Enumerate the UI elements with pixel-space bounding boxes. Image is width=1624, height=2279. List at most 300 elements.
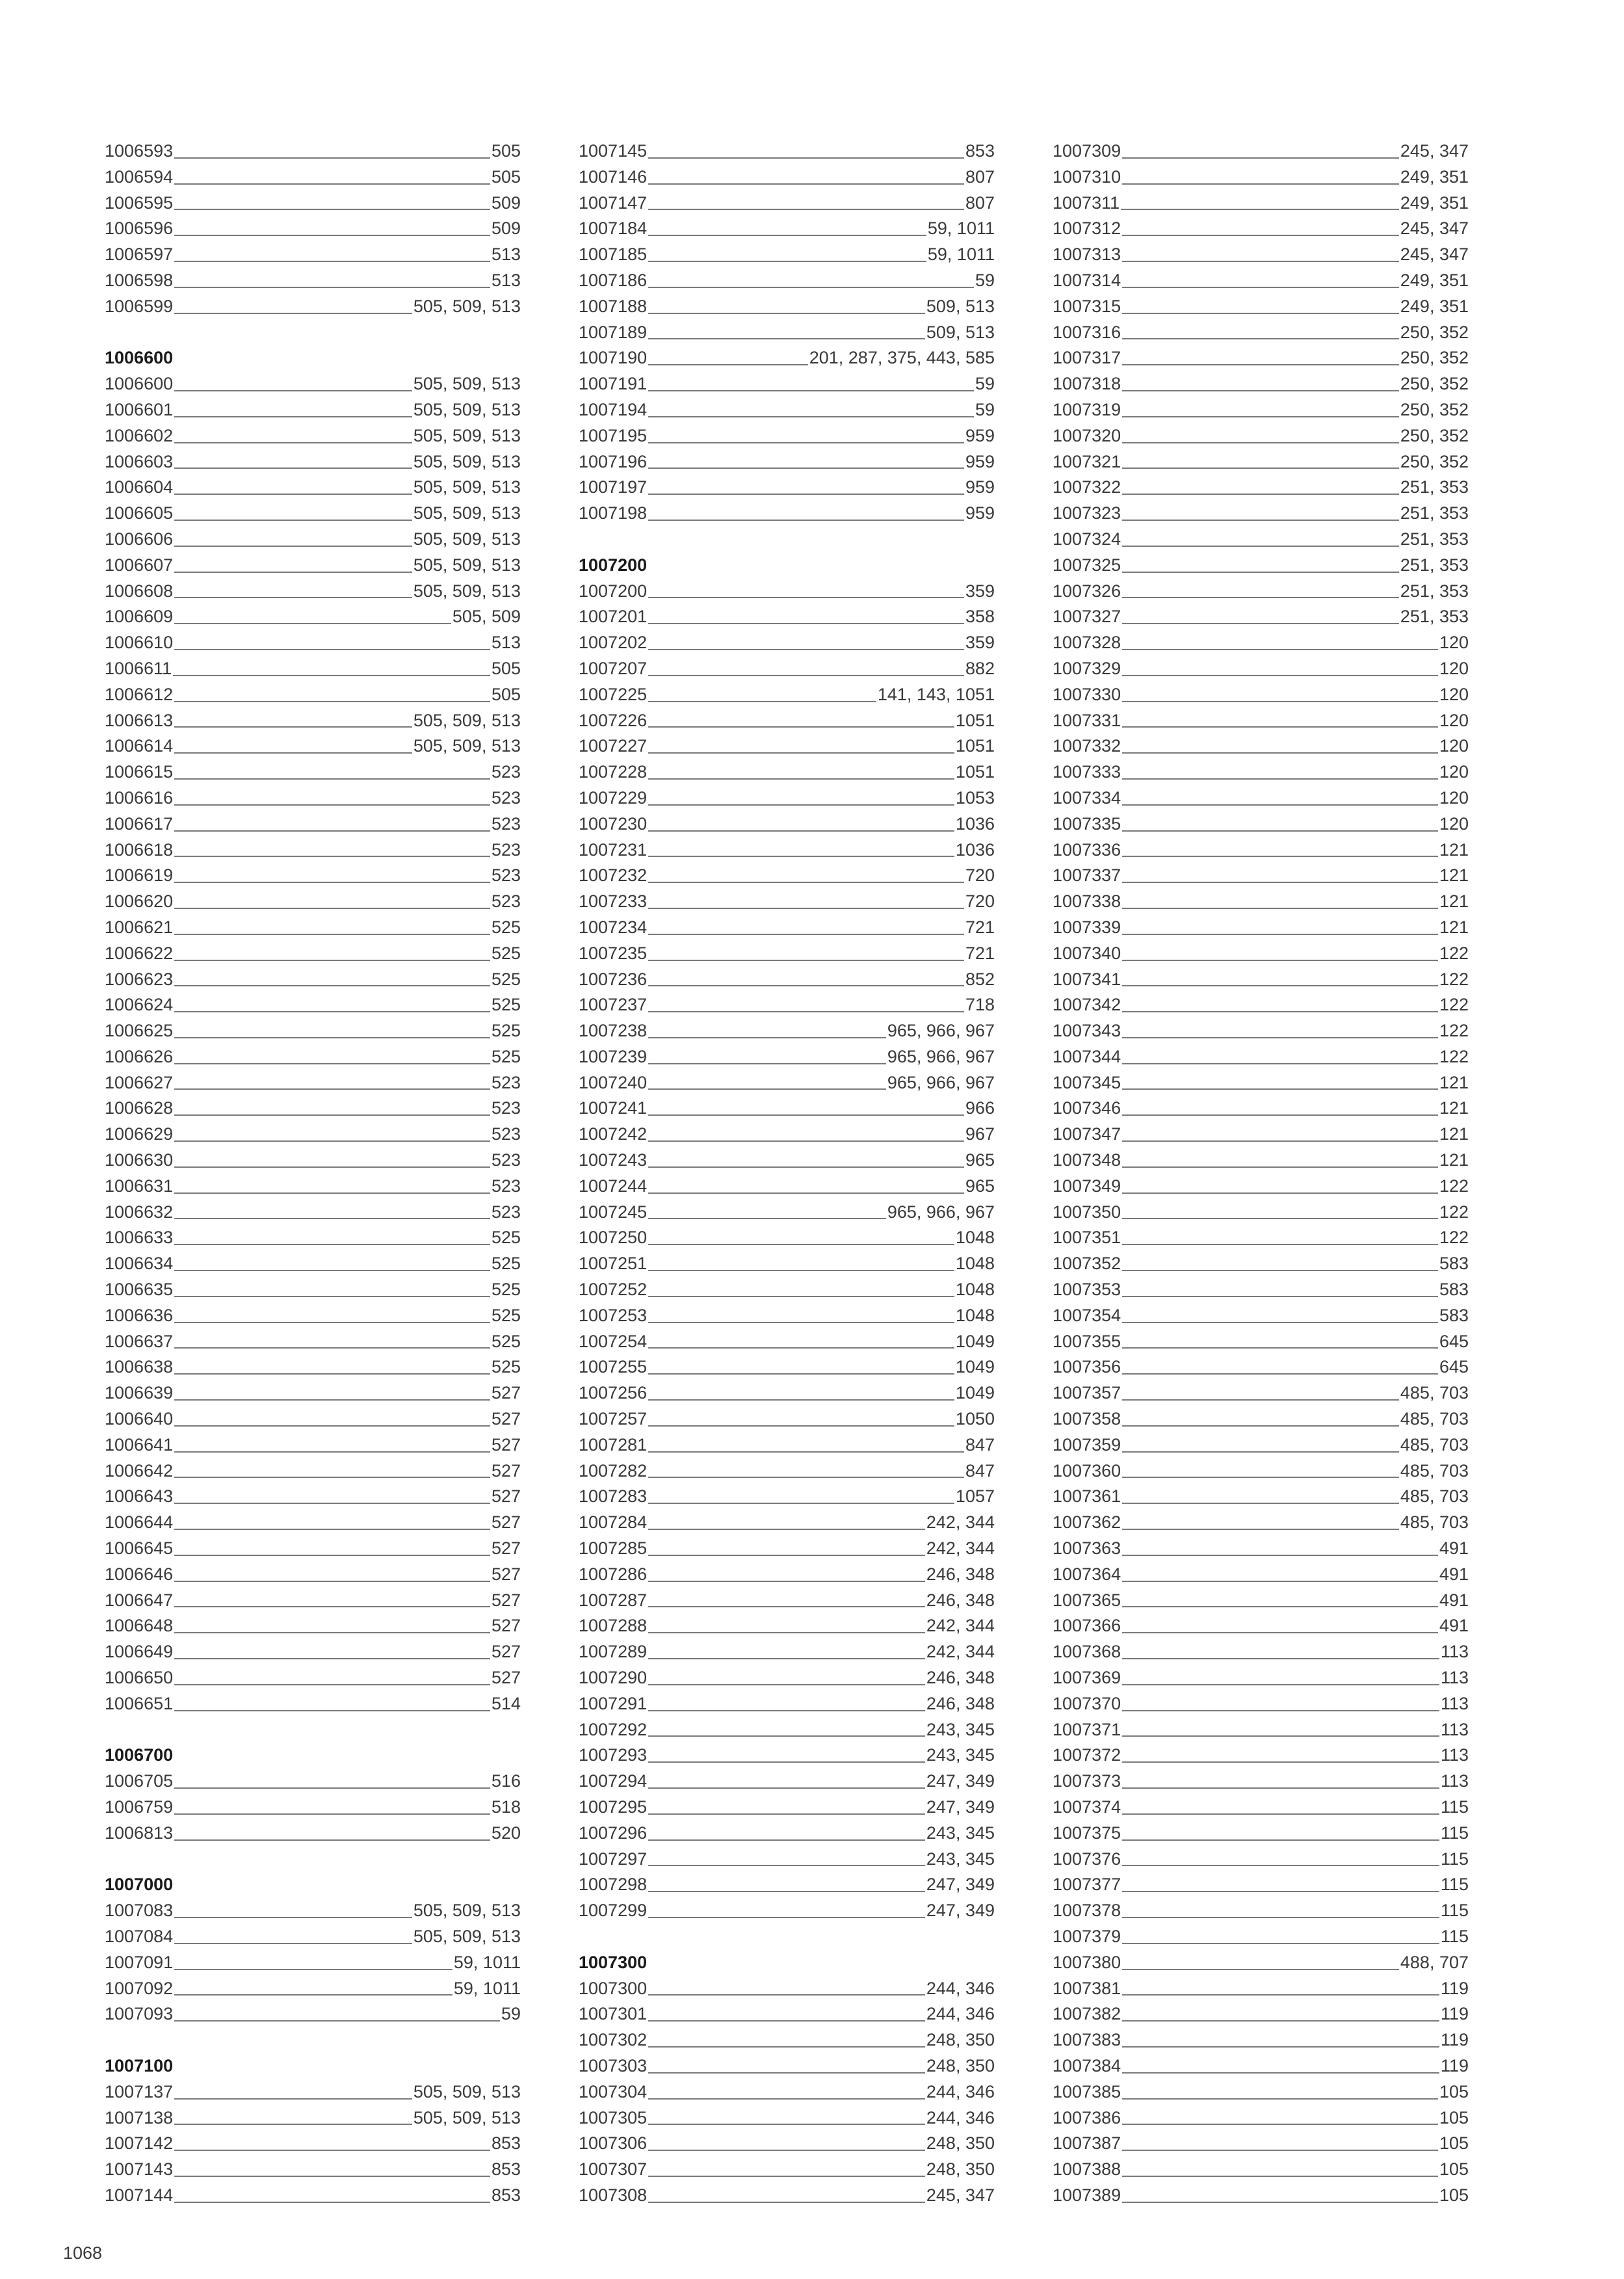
leader-line <box>648 1555 925 1556</box>
leader-line <box>174 1011 490 1012</box>
index-entry <box>1053 1174 1469 1200</box>
index-entry <box>105 1070 521 1096</box>
page-references: 853 <box>491 2133 521 2154</box>
page-references: 509, 513 <box>926 322 995 342</box>
page-references: 525 <box>491 1021 521 1041</box>
index-entry <box>105 1588 521 1614</box>
page-references: 251, 353 <box>1400 477 1469 497</box>
page-references: 1048 <box>955 1228 995 1248</box>
leader-line <box>174 1373 490 1375</box>
leader-line <box>1122 804 1438 806</box>
page-references: 59, 1011 <box>453 1978 521 1998</box>
leader-line <box>1122 1787 1439 1789</box>
article-number: 1007313 <box>1053 244 1121 265</box>
leader-line <box>648 1140 964 1142</box>
article-number: 1007373 <box>1053 1771 1121 1791</box>
page-references: 244, 346 <box>926 2107 995 2128</box>
article-number: 1007241 <box>579 1098 648 1118</box>
article-number: 1007324 <box>1053 529 1121 549</box>
article-number: 1007358 <box>1053 1409 1121 1429</box>
leader-line <box>1122 313 1399 314</box>
leader-line <box>648 1684 925 1685</box>
leader-line <box>648 1166 964 1168</box>
page-references: 523 <box>491 1202 521 1222</box>
leader-line <box>648 1425 954 1427</box>
leader-line <box>1122 882 1438 883</box>
leader-line <box>1122 1347 1438 1349</box>
index-entry <box>1053 1484 1469 1510</box>
article-number: 1007293 <box>579 1745 648 1765</box>
index-entry <box>1053 759 1469 785</box>
page-references: 246, 348 <box>926 1590 995 1610</box>
leader-line <box>1122 520 1399 521</box>
leader-line <box>648 2020 925 2022</box>
article-number: 1006759 <box>105 1797 174 1817</box>
leader-line <box>1122 1994 1439 1996</box>
leader-line <box>174 572 412 573</box>
page-references: 243, 345 <box>926 1719 995 1739</box>
article-number: 1006594 <box>105 166 174 187</box>
page-references: 505, 509, 513 <box>413 451 521 471</box>
page-references: 525 <box>491 1280 521 1300</box>
index-entry <box>105 1898 521 1924</box>
article-number: 1007320 <box>1053 425 1121 445</box>
leader-line <box>648 2176 925 2177</box>
index-entry <box>579 1380 995 1406</box>
leader-line <box>648 1244 954 1245</box>
article-number: 1007185 <box>579 244 648 265</box>
index-entry <box>579 1872 995 1898</box>
article-number: 1007322 <box>1053 477 1121 497</box>
leader-line <box>648 1399 954 1401</box>
index-entry <box>1053 1018 1469 1044</box>
index-entry <box>1053 1872 1469 1898</box>
article-number: 1006612 <box>105 684 174 704</box>
page-references: 523 <box>491 1098 521 1118</box>
leader-line <box>174 494 412 495</box>
index-entry <box>105 294 521 320</box>
article-number: 1007237 <box>579 995 648 1015</box>
index-entry <box>1053 1639 1469 1665</box>
article-number: 1006600 <box>105 374 174 394</box>
article-number: 1007285 <box>579 1538 648 1559</box>
section-heading: 1007200 <box>579 555 648 575</box>
index-entry <box>1053 1380 1469 1406</box>
leader-line <box>648 1451 964 1453</box>
article-number: 1007195 <box>579 425 648 445</box>
index-entry <box>579 2053 995 2079</box>
leader-line <box>174 2150 490 2151</box>
leader-line <box>174 1347 490 1349</box>
leader-line <box>1122 1451 1399 1453</box>
page-references: 721 <box>965 943 995 963</box>
page-references: 1048 <box>955 1254 995 1274</box>
article-number: 1007194 <box>579 399 648 419</box>
page-references: 242, 344 <box>926 1538 995 1559</box>
index-entry <box>1053 2157 1469 2183</box>
index-entry <box>105 1821 521 1847</box>
article-number: 1007385 <box>1053 2081 1121 2101</box>
index-entry <box>105 604 521 630</box>
leader-line <box>1122 1425 1399 1427</box>
page-references: 959 <box>965 477 995 497</box>
index-entry <box>579 1562 995 1588</box>
leader-line <box>1122 2046 1439 2048</box>
page-references: 852 <box>965 969 995 989</box>
index-entry <box>105 1200 521 1226</box>
index-entry <box>1053 1432 1469 1458</box>
page-references: 718 <box>965 995 995 1015</box>
page-references: 120 <box>1439 633 1469 653</box>
index-entry <box>579 2001 995 2027</box>
page-references: 505, 509, 513 <box>413 710 521 730</box>
article-number: 1007198 <box>579 503 648 523</box>
article-number: 1007378 <box>1053 1901 1121 1921</box>
index-entry <box>105 165 521 191</box>
leader-line <box>1122 1399 1399 1401</box>
article-number: 1007137 <box>105 2081 174 2101</box>
article-number: 1007232 <box>579 865 648 886</box>
index-entry <box>105 992 521 1018</box>
page-references: 485, 703 <box>1400 1434 1469 1455</box>
page-references: 201, 287, 375, 443, 585 <box>809 348 995 368</box>
leader-line <box>648 804 954 806</box>
page-references: 246, 348 <box>926 1693 995 1713</box>
index-entry <box>1053 345 1469 371</box>
page-references: 527 <box>491 1460 521 1481</box>
page-references: 509 <box>491 192 521 213</box>
article-number: 1007329 <box>1053 658 1121 678</box>
index-entry <box>105 967 521 993</box>
leader-line <box>1122 287 1399 288</box>
leader-line <box>648 1322 954 1323</box>
page-references: 491 <box>1439 1538 1469 1559</box>
leader-line <box>1122 1735 1439 1737</box>
index-entry <box>1053 889 1469 915</box>
page-references: 505, 509, 513 <box>413 2107 521 2128</box>
article-number: 1007328 <box>1053 633 1121 653</box>
article-number: 1006623 <box>105 969 174 989</box>
page-references: 853 <box>491 2185 521 2205</box>
index-entry <box>105 1795 521 1821</box>
page-references: 1051 <box>955 736 995 756</box>
page-references: 120 <box>1439 710 1469 730</box>
article-number: 1006634 <box>105 1254 174 1274</box>
page-references: 141, 143, 1051 <box>877 684 995 704</box>
page-references: 523 <box>491 787 521 808</box>
index-entry <box>105 1484 521 1510</box>
page-references: 505, 509, 513 <box>413 374 521 394</box>
leader-line <box>1122 1710 1439 1711</box>
page-references: 1051 <box>955 710 995 730</box>
page-references: 120 <box>1439 658 1469 678</box>
index-entry <box>579 630 995 656</box>
leader-line <box>1122 157 1399 159</box>
index-entry <box>105 2131 521 2157</box>
page-references: 246, 348 <box>926 1564 995 1584</box>
leader-line <box>648 209 964 210</box>
article-number: 1007257 <box>579 1409 648 1429</box>
article-number: 1007228 <box>579 762 648 782</box>
index-entry <box>105 837 521 863</box>
index-entry <box>1053 423 1469 449</box>
article-number: 1007295 <box>579 1797 648 1817</box>
page-references: 120 <box>1439 762 1469 782</box>
index-entry <box>579 682 995 708</box>
index-entry <box>1053 630 1469 656</box>
article-number: 1007290 <box>579 1668 648 1688</box>
leader-line <box>1122 1969 1399 1970</box>
index-entry <box>105 915 521 941</box>
leader-line <box>648 1994 925 1996</box>
index-entry <box>105 733 521 759</box>
leader-line <box>174 442 412 443</box>
article-number: 1007332 <box>1053 736 1121 756</box>
page-references: 122 <box>1439 1228 1469 1248</box>
article-number: 1006626 <box>105 1046 174 1066</box>
index-entry <box>579 837 995 863</box>
article-number: 1006621 <box>105 917 174 937</box>
index-entry <box>105 1354 521 1380</box>
article-number: 1007307 <box>579 2159 648 2180</box>
leader-line <box>648 261 926 262</box>
leader-line <box>1122 364 1399 365</box>
section-spacer <box>105 1717 521 1743</box>
leader-line <box>174 1943 412 1944</box>
article-number: 1007084 <box>105 1926 174 1946</box>
index-entry <box>579 811 995 837</box>
index-entry <box>1053 1122 1469 1148</box>
leader-line <box>174 209 490 210</box>
page-references: 250, 352 <box>1400 399 1469 419</box>
leader-line <box>648 1606 925 1607</box>
index-entry <box>105 2105 521 2131</box>
page-references: 121 <box>1439 1124 1469 1144</box>
index-entry <box>1053 138 1469 165</box>
leader-line <box>173 675 490 676</box>
leader-line <box>174 1063 490 1064</box>
index-entry <box>1053 1976 1469 2002</box>
article-number: 1007380 <box>1053 1952 1121 1972</box>
index-entry <box>105 2079 521 2105</box>
page-references: 513 <box>491 244 521 265</box>
leader-line <box>648 1088 886 1090</box>
article-number: 1007207 <box>579 658 648 678</box>
index-entry <box>579 1717 995 1743</box>
leader-line <box>1122 235 1399 236</box>
leader-line <box>174 701 490 702</box>
article-number: 1006607 <box>105 555 174 575</box>
article-number: 1007292 <box>579 1719 648 1739</box>
index-entry <box>105 863 521 889</box>
index-column-2 <box>579 138 995 2209</box>
index-entry <box>579 1536 995 1562</box>
leader-line <box>174 934 490 935</box>
article-number: 1007349 <box>1053 1176 1121 1196</box>
article-number: 1007383 <box>1053 2030 1121 2050</box>
page-references: 965, 966, 967 <box>887 1202 995 1222</box>
leader-line <box>648 2072 925 2074</box>
article-number: 1007191 <box>579 374 648 394</box>
article-number: 1006642 <box>105 1460 174 1481</box>
index-entry <box>1053 1847 1469 1873</box>
leader-line <box>174 1140 490 1142</box>
article-number: 1007142 <box>105 2133 174 2154</box>
page-references: 250, 352 <box>1400 374 1469 394</box>
leader-line <box>174 1218 490 1219</box>
index-entry <box>105 630 521 656</box>
article-number: 1006644 <box>105 1512 174 1533</box>
leader-line <box>1122 2202 1438 2203</box>
article-number: 1007353 <box>1053 1280 1121 1300</box>
leader-line <box>174 882 490 883</box>
section-spacer <box>579 527 995 553</box>
article-number: 1007291 <box>579 1693 648 1713</box>
article-number: 1007339 <box>1053 917 1121 937</box>
leader-line <box>174 1581 490 1582</box>
page-references: 1048 <box>955 1280 995 1300</box>
article-number: 1007243 <box>579 1150 648 1170</box>
page-references: 514 <box>491 1693 521 1713</box>
leader-line <box>648 1037 886 1038</box>
leader-line <box>1122 1270 1438 1271</box>
article-number: 1007225 <box>579 684 648 704</box>
index-entry <box>1053 579 1469 605</box>
index-entry <box>1053 2001 1469 2027</box>
article-number: 1007231 <box>579 839 648 860</box>
leader-line <box>648 1787 925 1789</box>
page-references: 121 <box>1439 1072 1469 1092</box>
article-number: 1007083 <box>105 1901 174 1921</box>
leader-line <box>174 830 490 832</box>
leader-line <box>1122 1529 1399 1530</box>
article-number: 1007382 <box>1053 2004 1121 2024</box>
leader-line <box>1122 2176 1438 2177</box>
leader-line <box>174 649 490 650</box>
article-number: 1007369 <box>1053 1668 1121 1688</box>
leader-line <box>1122 1296 1438 1297</box>
page-references: 251, 353 <box>1400 503 1469 523</box>
page-references: 246, 348 <box>926 1668 995 1688</box>
article-number: 1007331 <box>1053 710 1121 730</box>
page-references: 119 <box>1440 1978 1469 1998</box>
article-number: 1007318 <box>1053 374 1121 394</box>
article-number: 1006640 <box>105 1409 174 1429</box>
leader-line <box>174 1994 452 1996</box>
page-references: 121 <box>1439 1098 1469 1118</box>
article-number: 1007388 <box>1053 2159 1121 2180</box>
article-number: 1006633 <box>105 1228 174 1248</box>
page-references: 721 <box>965 917 995 937</box>
page-references: 250, 352 <box>1400 348 1469 368</box>
page-references: 488, 707 <box>1400 1952 1469 1972</box>
page-references: 105 <box>1439 2159 1469 2180</box>
leader-line <box>174 235 490 236</box>
index-entry <box>579 1847 995 1873</box>
index-entry <box>1053 682 1469 708</box>
page-references: 119 <box>1440 2030 1469 2050</box>
article-number: 1006648 <box>105 1616 174 1636</box>
index-entry <box>579 1122 995 1148</box>
index-column-1 <box>105 138 521 2209</box>
leader-line <box>648 364 808 365</box>
article-number: 1006625 <box>105 1021 174 1041</box>
article-number: 1007312 <box>1053 218 1121 239</box>
leader-line <box>174 1322 490 1323</box>
index-entry <box>1053 1096 1469 1122</box>
page-references: 115 <box>1440 1849 1469 1869</box>
index-entry <box>1053 837 1469 863</box>
page-references: 523 <box>491 1150 521 1170</box>
article-number: 1007310 <box>1053 166 1121 187</box>
leader-line <box>1122 1244 1438 1245</box>
index-entry <box>579 501 995 527</box>
article-number: 1007230 <box>579 813 648 834</box>
page-references: 1049 <box>955 1357 995 1377</box>
index-entry <box>105 1277 521 1303</box>
leader-line <box>648 1891 925 1892</box>
article-number: 1007239 <box>579 1046 648 1066</box>
article-number: 1007315 <box>1053 296 1121 316</box>
index-entry <box>579 1510 995 1536</box>
page-references: 516 <box>491 1771 521 1791</box>
index-entry <box>579 1354 995 1380</box>
article-number: 1007146 <box>579 166 648 187</box>
page-references: 527 <box>491 1486 521 1507</box>
page-references: 113 <box>1440 1745 1469 1765</box>
index-entry <box>1053 1225 1469 1251</box>
leader-line <box>1122 1503 1399 1504</box>
article-number: 1007093 <box>105 2004 174 2024</box>
page-references: 505, 509, 513 <box>413 477 521 497</box>
article-number: 1007251 <box>579 1254 648 1274</box>
page-references: 242, 344 <box>926 1616 995 1636</box>
page-references: 518 <box>491 1797 521 1817</box>
article-number: 1006620 <box>105 891 174 912</box>
leader-line <box>174 2098 412 2100</box>
leader-line <box>1122 701 1438 702</box>
index-entry <box>1053 475 1469 501</box>
leader-line <box>174 1296 490 1297</box>
page-references: 121 <box>1439 865 1469 886</box>
leader-line <box>174 752 412 754</box>
article-number: 1007184 <box>579 218 648 239</box>
index-entry <box>579 1406 995 1432</box>
leader-line <box>1122 183 1399 185</box>
index-entry <box>105 1329 521 1355</box>
index-entry <box>579 345 995 371</box>
page-references: 59, 1011 <box>927 244 995 265</box>
page-references: 485, 703 <box>1400 1512 1469 1533</box>
index-entry <box>1053 992 1469 1018</box>
article-number: 1007144 <box>105 2185 174 2205</box>
article-number: 1007364 <box>1053 1564 1121 1584</box>
page-references: 115 <box>1440 1901 1469 1921</box>
article-number: 1007355 <box>1053 1331 1121 1351</box>
article-number: 1007286 <box>579 1564 648 1584</box>
article-number: 1006638 <box>105 1357 174 1377</box>
page-references: 523 <box>491 865 521 886</box>
article-number: 1007366 <box>1053 1616 1121 1636</box>
leader-line <box>1122 1581 1438 1582</box>
section-spacer <box>105 1847 521 1873</box>
index-entry <box>1053 1406 1469 1432</box>
page-references: 249, 351 <box>1400 296 1469 316</box>
leader-line <box>648 1296 954 1297</box>
index-entry <box>105 1665 521 1691</box>
page-references: 847 <box>965 1460 995 1481</box>
page-references: 105 <box>1439 2133 1469 2154</box>
